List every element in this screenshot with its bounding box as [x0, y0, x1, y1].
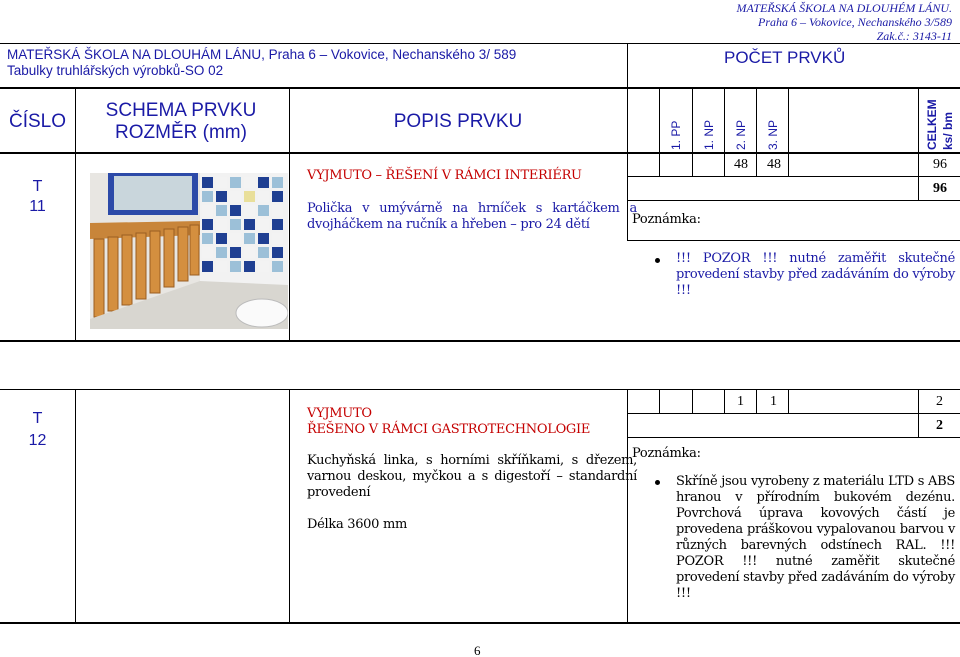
column-size-header: ROZMĚR (mm) [115, 122, 247, 143]
item-title: VYJMUTO – ŘEŠENÍ V RÁMCI INTERIÉRU [307, 168, 582, 183]
document-subtitle: Tabulky truhlářských výrobků-SO 02 [7, 63, 224, 78]
school-address: Praha 6 – Vokovice, Nechanského 3/589 [758, 15, 952, 29]
column-floor-1pp: 1. PP [669, 120, 683, 150]
item-total: 96 [933, 181, 947, 196]
col-line [756, 87, 757, 153]
count-floor-2np: 48 [734, 157, 748, 172]
col-line [659, 87, 660, 153]
count-floor-3np: 48 [767, 157, 781, 172]
col-line [75, 87, 76, 153]
note-rule [627, 240, 960, 241]
col-line [692, 152, 693, 176]
note-bullet-dot [655, 480, 660, 485]
document-title: MATEŘSKÁ ŠKOLA NA DLOUHÁM LÁNU, Praha 6 – Vokovice, Nechanského 3/ 589 [7, 47, 517, 62]
item-number: 11 [29, 198, 46, 215]
item-description: Kuchyňská linka, s horními skříňkami, s dřezem, varnou deskou, myčkou a s digestoří – standardní provedení [307, 453, 637, 500]
school-name: MATEŘSKÁ ŠKOLA NA DLOUHÉM LÁNU. [736, 1, 952, 15]
count-row-rule [627, 176, 960, 177]
column-total-unit-header: ks/ bm [941, 111, 955, 150]
item-number: 12 [28, 432, 47, 449]
header-bottom-rule [0, 152, 960, 154]
count-row-rule [627, 437, 960, 438]
note-label: Poznámka: [632, 212, 701, 227]
item-description: Polička v umývárně na hrníček s kartáčkem a dvojháčkem na ručník a hřeben – pro 24 dětí [307, 201, 637, 232]
note-label: Poznámka: [632, 446, 701, 461]
col-line [659, 152, 660, 176]
col-line [788, 152, 789, 176]
count-floor-2np: 1 [737, 394, 744, 409]
col-line [756, 389, 757, 413]
row-divider [0, 340, 960, 342]
page-number: 6 [474, 643, 481, 657]
contract-number: Zak.č.: 3143-11 [876, 29, 952, 43]
item-code: T [32, 178, 43, 195]
washroom-photo [90, 173, 288, 329]
note-text: !!! POZOR !!! nutné zaměřit skutečné provedení stavby před zadáváním do výroby !!! [676, 251, 955, 298]
col-line [724, 87, 725, 153]
col-line [788, 87, 789, 153]
item-photo [90, 173, 288, 329]
col-line [659, 389, 660, 413]
col-line [289, 87, 290, 153]
col-line [75, 389, 76, 623]
col-line [627, 389, 628, 623]
note-bullet-dot [655, 258, 660, 263]
col-line [692, 87, 693, 153]
column-total-header: CELKEM [925, 99, 939, 150]
column-floor-1np: 1. NP [702, 119, 716, 150]
count-total-row: 2 [936, 394, 943, 409]
count-title: POČET PRVKŮ [724, 48, 846, 67]
col-line [788, 389, 789, 413]
column-floor-3np: 3. NP [766, 119, 780, 150]
item-total: 2 [936, 418, 943, 433]
item-code: T [32, 410, 43, 427]
row-bottom-rule [0, 622, 960, 624]
column-description-header: POPIS PRVKU [393, 111, 523, 132]
item-title-line2: ŘEŠENO V RÁMCI GASTROTECHNOLOGIE [307, 422, 591, 437]
count-total-row: 96 [933, 157, 947, 172]
col-line [724, 152, 725, 176]
column-floor-2np: 2. NP [734, 119, 748, 150]
item-length: Délka 3600 mm [307, 517, 408, 532]
header-divider [627, 43, 628, 153]
col-line [724, 389, 725, 413]
note-text: Skříně jsou vyrobeny z materiálu LTD s ABS hranou v přírodním bukovém dezénu. Povrchová úprava kovových částí je provedena práškovou vypalovanou barvou v různých barevných odstínech RAL. !!! POZOR !!! nutné zaměřit skutečné provedení stavby před zadáváním do výroby !!! [676, 474, 955, 601]
item-title: VYJMUTO [307, 406, 372, 421]
col-line [918, 87, 919, 153]
row-top-rule [0, 389, 960, 390]
col-line [756, 152, 757, 176]
column-number-header: ČÍSLO [8, 111, 67, 132]
col-line [75, 152, 76, 340]
header-top-rule [0, 43, 960, 44]
col-line [289, 389, 290, 623]
col-line [289, 152, 290, 340]
count-row-rule [627, 200, 960, 201]
count-floor-3np: 1 [770, 394, 777, 409]
count-row-rule [627, 413, 960, 414]
header-mid-rule [0, 87, 960, 89]
col-line [692, 389, 693, 413]
column-schema-header: SCHEMA PRVKU [105, 100, 257, 121]
